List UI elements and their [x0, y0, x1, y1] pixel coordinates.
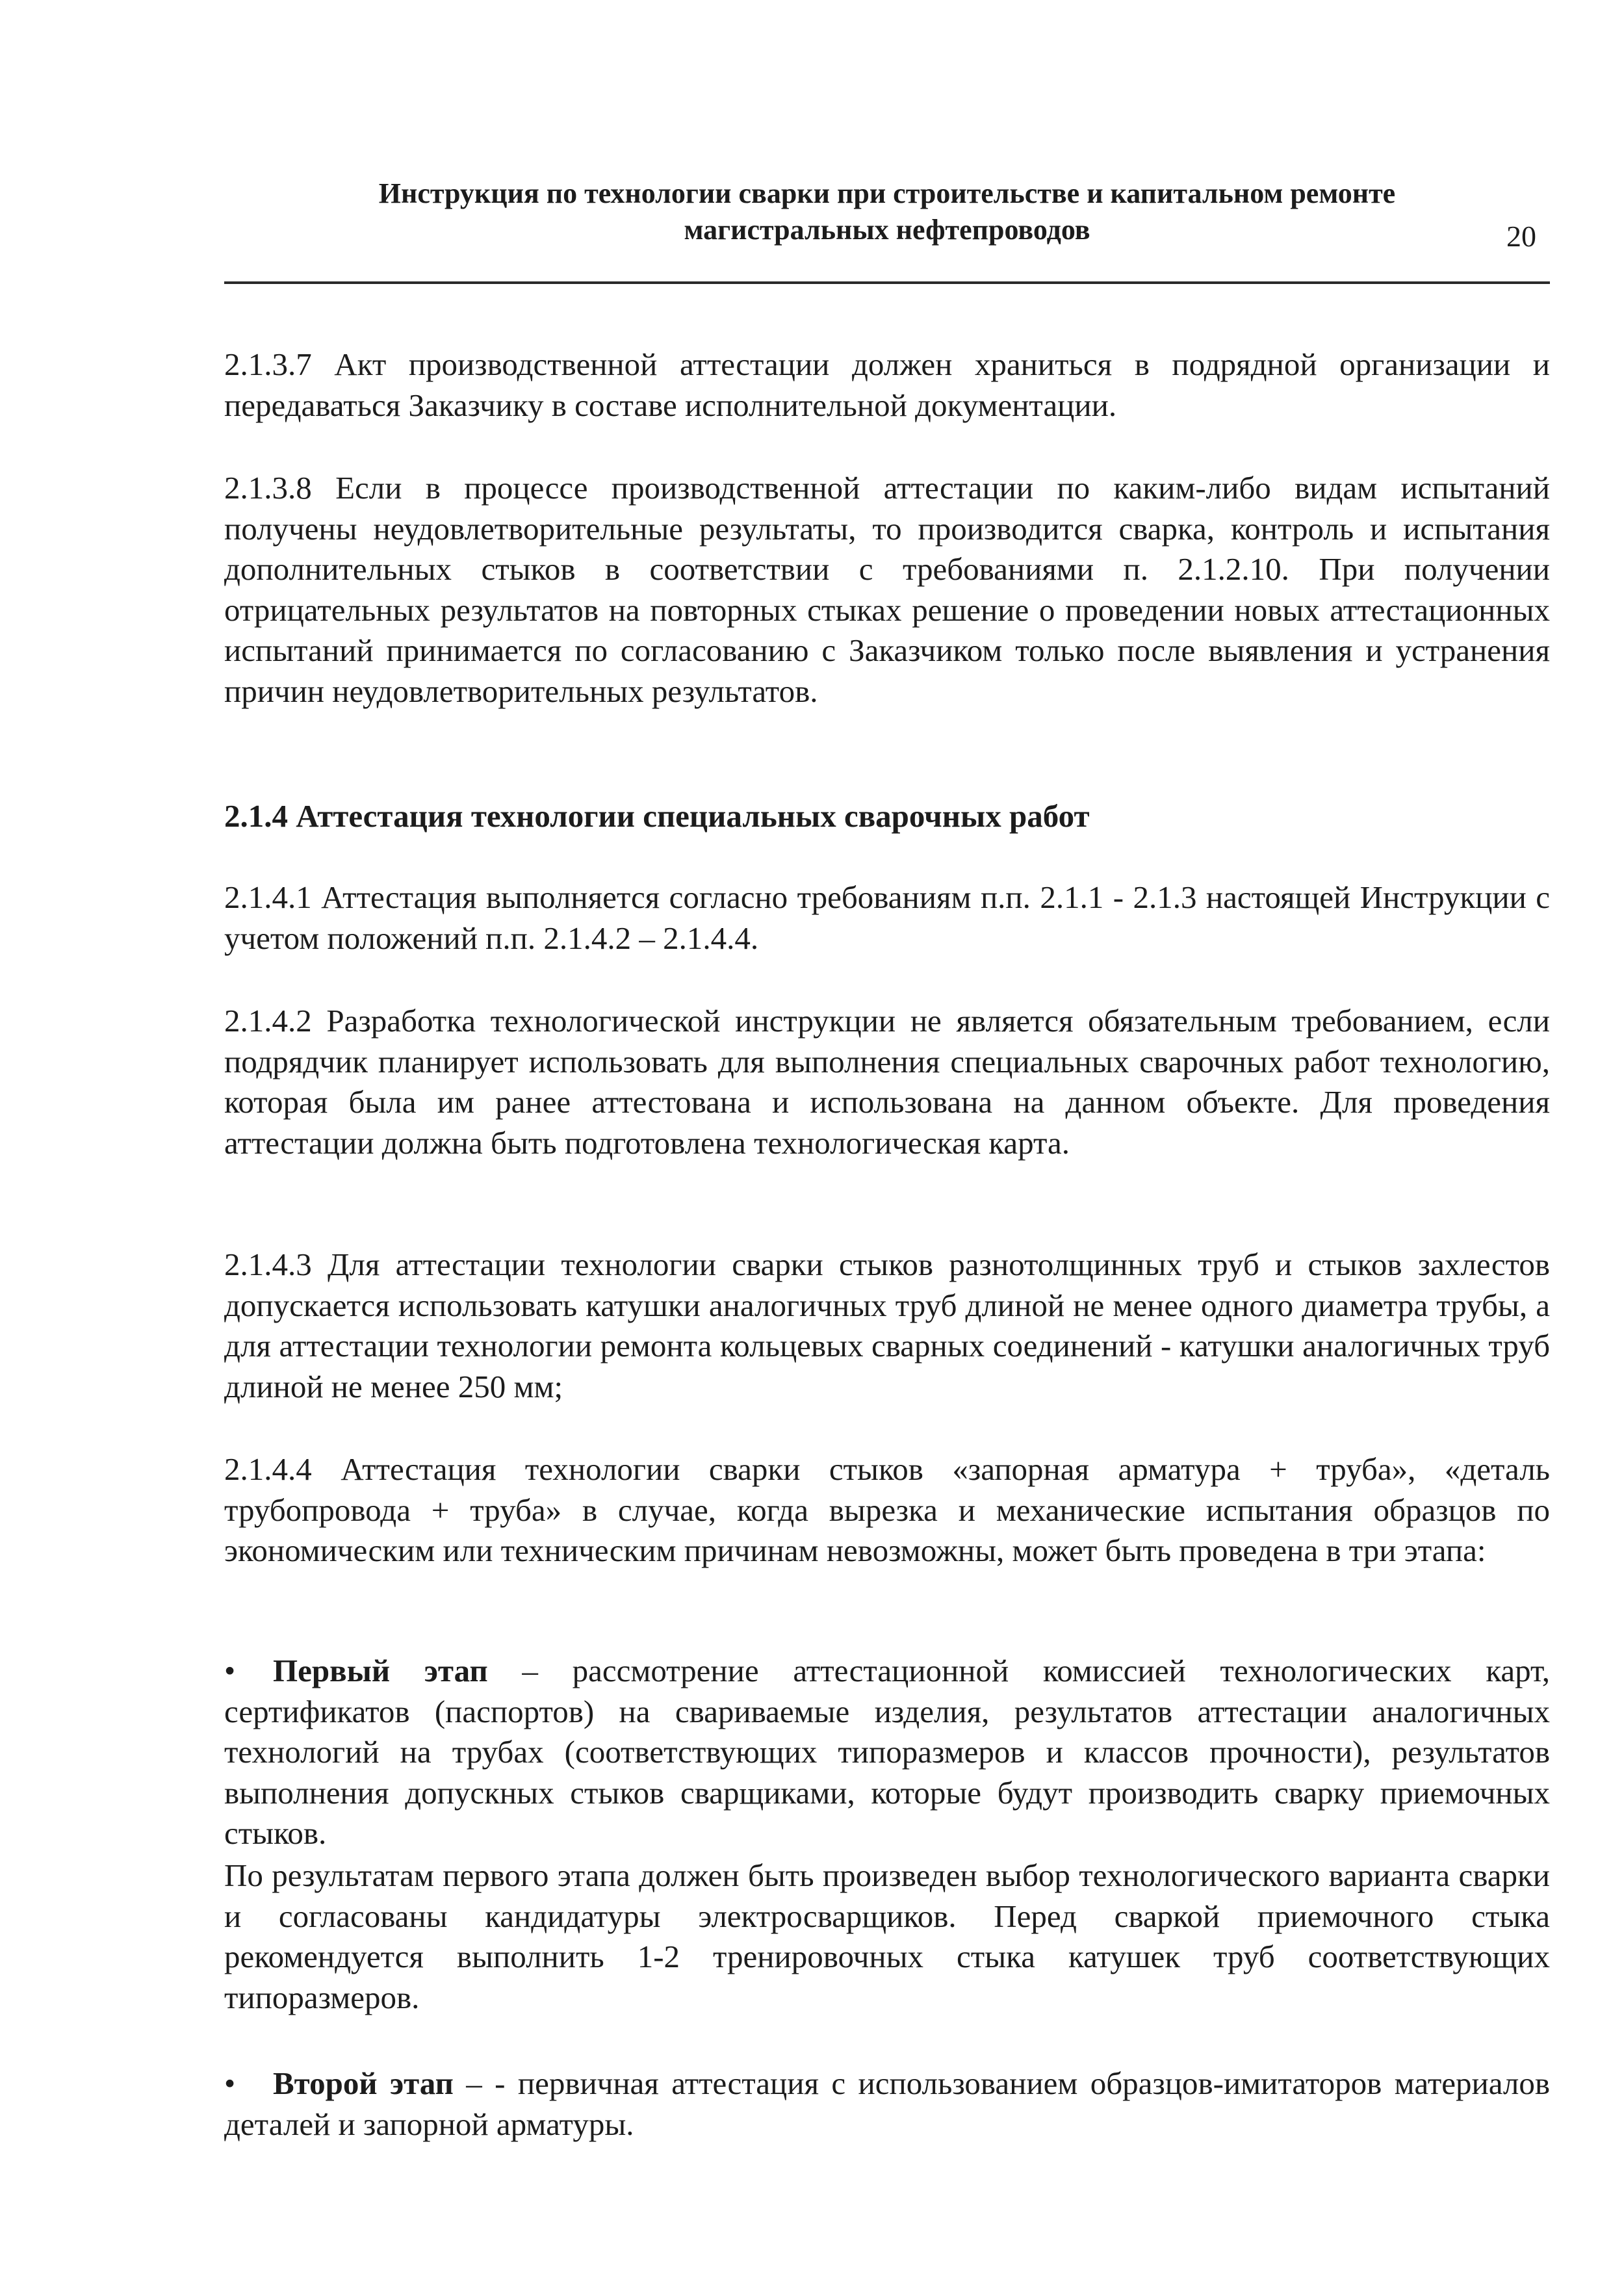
header-divider	[224, 281, 1550, 284]
bullet-icon: •	[224, 1653, 236, 1688]
section-heading-2-1-4: 2.1.4 Аттестация технологии специальных сварочных работ	[224, 798, 1090, 834]
stage-one-title: Первый этап	[273, 1653, 488, 1688]
paragraph-2-1-3-7: 2.1.3.7 Акт производственной аттестации должен храниться в подрядной организации и передаваться Заказчику в составе исполнительной документации.	[224, 346, 1550, 423]
stage-one-text: – рассмотрение аттестационной комиссией технологических карт, сертификатов (паспортов) на свариваемые изделия, результатов аттестации аналогичных технологий на трубах (соответствующих типоразмеров и классов прочности), результатов выполнения допускных стыков сварщиками, которые будут производить сварку приемочных стыков.	[224, 1653, 1550, 1851]
header-title-line1: Инструкция по технологии сварки при строительстве и капитальном ремонте	[378, 177, 1396, 209]
stage-two-text: – - первичная аттестация с использованием образцов-имитаторов материалов деталей и запорной арматуры.	[224, 2065, 1550, 2142]
paragraph-2-1-4-4: 2.1.4.4 Аттестация технологии сварки стыков «запорная арматура + труба», «деталь трубопровода + труба» в случае, когда вырезка и механические испытания образцов по экономическим или техническим причинам невозможны, может быть проведена в три этапа:	[224, 1451, 1550, 1568]
stage-one-followup: По результатам первого этапа должен быть произведен выбор технологического варианта сварки и согласованы кандидатуры электросварщиков. Перед сваркой приемочного стыка рекомендуется выполнить 1-2 тренировочных стыка катушек труб соответствующих типоразмеров.	[224, 1857, 1550, 2015]
header-title-line2: магистральных нефтепроводов	[684, 214, 1090, 246]
paragraph-2-1-4-1: 2.1.4.1 Аттестация выполняется согласно требованиям п.п. 2.1.1 - 2.1.3 настоящей Инструкции с учетом положений п.п. 2.1.4.2 – 2.1.4.4.	[224, 879, 1550, 956]
stage-one-item	[224, 1651, 1550, 1854]
paragraph-2-1-4-2: 2.1.4.2 Разработка технологической инструкции не является обязательным требованием, если подрядчик планирует использовать для выполнения специальных сварочных работ технологию, которая была им ранее аттестована и использована на данном объекте. Для проведения аттестации должна быть подготовлена технологическая карта.	[224, 1003, 1550, 1161]
page-number: 20	[1506, 220, 1536, 253]
bullet-icon: •	[224, 2065, 236, 2101]
stage-two-title: Второй этап	[273, 2065, 454, 2101]
paragraph-2-1-4-3: 2.1.4.3 Для аттестации технологии сварки стыков разнотолщинных труб и стыков захлестов допускается использовать катушки аналогичных труб длиной не менее одного диаметра трубы, а для аттестации технологии ремонта кольцевых сварных соединений - катушки аналогичных труб длиной не менее 250 мм;	[224, 1247, 1550, 1404]
page-header	[224, 175, 1550, 248]
paragraph-2-1-3-8: 2.1.3.8 Если в процессе производственной аттестации по каким-либо видам испытаний получены неудовлетворительные результаты, то производится сварка, контроль и испытания дополнительных стыков в соответствии с требованиями п. 2.1.2.10. При получении отрицательных результатов на повторных стыках решение о проведении новых аттестационных испытаний принимается по согласованию с Заказчиком только после выявления и устранения причин неудовлетворительных результатов.	[224, 470, 1550, 709]
stage-two-item	[224, 2063, 1550, 2145]
